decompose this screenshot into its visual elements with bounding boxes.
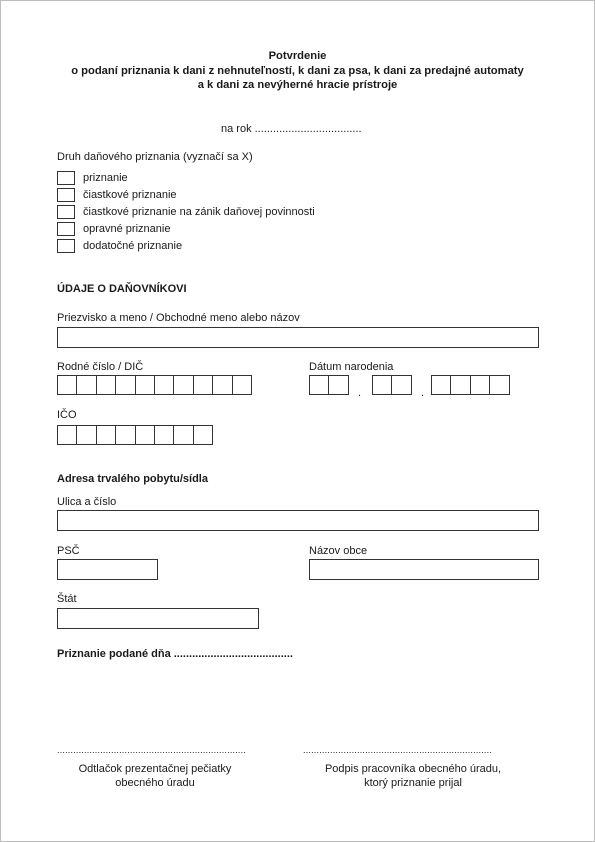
checkbox-ciastkove[interactable] [57,188,75,202]
digit-cell[interactable] [57,425,77,445]
street-label: Ulica a číslo [57,496,117,508]
checkbox-label: čiastkové priznanie [83,189,177,201]
digit-cell[interactable] [232,375,252,395]
city-field[interactable] [309,559,539,580]
signature-caption-2: ktorý priznanie prijal [364,777,462,789]
birth-number-field[interactable] [57,375,251,395]
city-label: Názov obce [309,545,368,557]
checkbox-label: čiastkové priznanie na zánik daňovej povinnosti [83,206,315,218]
document-title [0,49,595,93]
checkbox-ciastkove-zanik[interactable] [57,205,75,219]
ico-label: IČO [57,409,77,421]
stamp-line: ...................................................................... [57,745,247,755]
digit-cell[interactable] [173,375,193,395]
digit-cell[interactable] [76,425,96,445]
date-separator: . [358,387,362,399]
stamp-caption-2: obecného úradu [115,777,195,789]
birth-day-field[interactable] [309,375,348,395]
psc-label: PSČ [57,545,80,557]
signature-caption-1: Podpis pracovníka obecného úradu, [324,763,502,775]
checkbox-label: priznanie [83,172,128,184]
digit-cell[interactable] [135,375,155,395]
birth-number-label: Rodné číslo / DIČ [57,361,144,373]
birth-year-field[interactable] [431,375,509,395]
checkbox-label: opravné priznanie [83,223,171,235]
year-line: na rok ................................... [221,123,362,135]
digit-cell[interactable] [96,375,116,395]
name-label: Priezvisko a meno / Obchodné meno alebo názov [57,312,300,324]
checkbox-priznanie[interactable] [57,171,75,185]
digit-cell[interactable] [489,375,509,395]
street-field[interactable] [57,510,539,531]
title-line-3: a k dani za nevýherné hracie prístroje [197,79,398,91]
checkbox-label: dodatočné priznanie [83,240,183,252]
checkbox-opravne[interactable] [57,222,75,236]
title-line-2: o podaní priznania k dani z nehnuteľností, k dani za psa, k dani za predajné automaty [71,64,524,77]
digit-cell[interactable] [309,375,329,395]
stamp-caption-1: Odtlačok prezentačnej pečiatky [78,763,232,775]
psc-field[interactable] [57,559,158,580]
name-field[interactable] [57,327,539,348]
digit-cell[interactable] [154,375,174,395]
submitted-date: Priznanie podané dňa ....................................... [57,648,293,660]
digit-cell[interactable] [391,375,411,395]
taxpayer-section-title: ÚDAJE O DAŇOVNÍKOVI [57,283,187,295]
date-separator: . [421,387,425,399]
title-line-1: Potvrdenie [268,50,327,62]
digit-cell[interactable] [193,375,213,395]
digit-cell[interactable] [212,375,232,395]
digit-cell[interactable] [96,425,116,445]
digit-cell[interactable] [57,375,77,395]
digit-cell[interactable] [431,375,451,395]
digit-cell[interactable] [115,425,135,445]
checkbox-dodatocne[interactable] [57,239,75,253]
address-section-title: Adresa trvalého pobytu/sídla [57,473,208,485]
digit-cell[interactable] [154,425,174,445]
digit-cell[interactable] [135,425,155,445]
digit-cell[interactable] [470,375,490,395]
digit-cell[interactable] [328,375,348,395]
digit-cell[interactable] [193,425,213,445]
ico-field[interactable] [57,425,212,445]
state-field[interactable] [57,608,259,629]
signature-line: ...................................................................... [303,745,493,755]
digit-cell[interactable] [372,375,392,395]
state-label: Štát [57,593,77,605]
digit-cell[interactable] [173,425,193,445]
birth-date-label: Dátum narodenia [309,361,394,373]
tax-type-heading: Druh daňového priznania (vyznačí sa X) [57,151,253,163]
birth-month-field[interactable] [372,375,411,395]
digit-cell[interactable] [450,375,470,395]
digit-cell[interactable] [115,375,135,395]
digit-cell[interactable] [76,375,96,395]
